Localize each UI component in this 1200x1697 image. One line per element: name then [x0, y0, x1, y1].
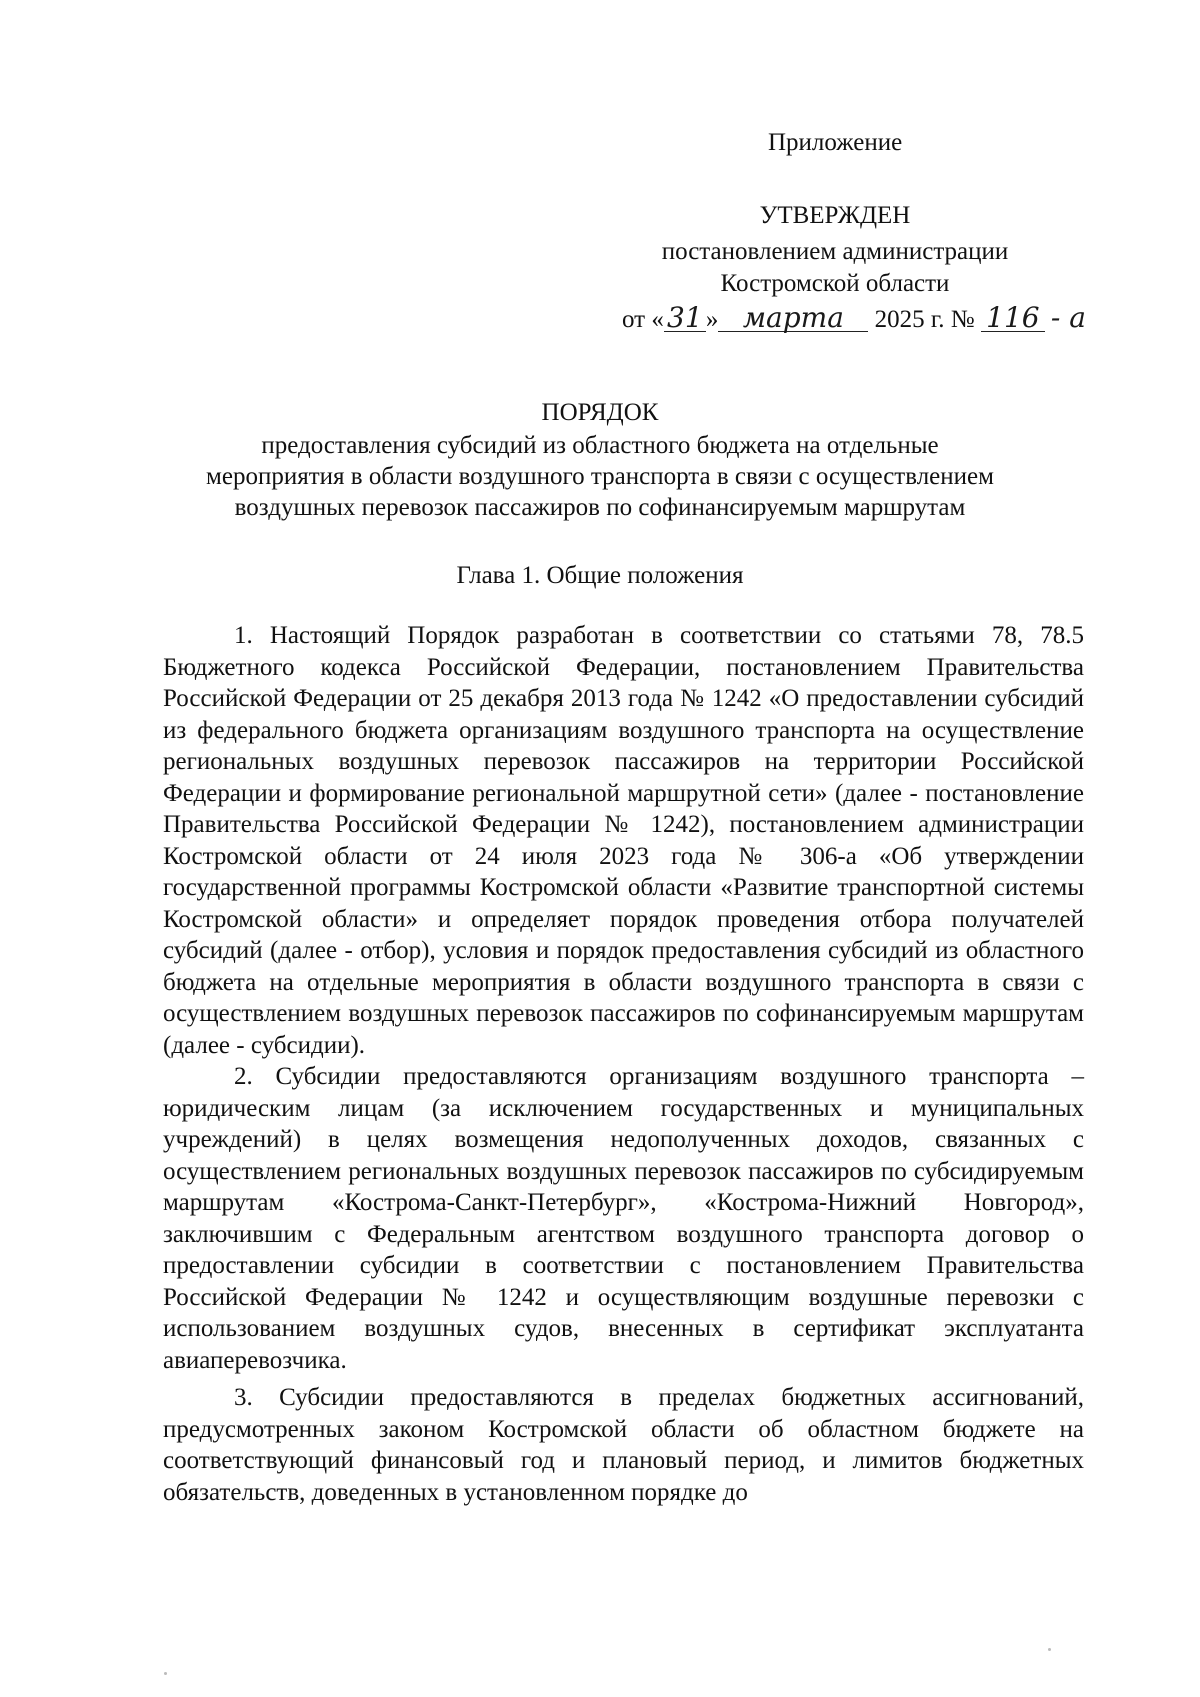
paragraph-3: 3. Субсидии предоставляются в пределах бюджетных ассигнований, предусмотренных законом Костромской области об областном бюджете на соответствующий финансовый год и плановый период, и лимитов бюджетных обязательств, доведенных в установленном порядке до	[163, 1384, 1084, 1506]
document-subtitle	[150, 430, 1050, 523]
chapter-heading: Глава 1. Общие положения	[456, 562, 744, 589]
subtitle-line-3: воздушных перевозок пассажиров по софинансируемым маршрутам	[234, 494, 966, 521]
handwritten-day: 31	[664, 305, 706, 332]
approval-block	[600, 200, 1070, 300]
document-title: ПОРЯДОК	[541, 399, 659, 426]
appendix-label: Приложение	[768, 129, 903, 156]
body-text	[163, 620, 1084, 1508]
approval-date-line	[622, 300, 1086, 338]
subtitle-line-1: предоставления субсидий из областного бюджета на отдельные	[261, 432, 939, 459]
scan-speck	[1048, 1648, 1051, 1651]
paragraph-2: 2. Субсидии предоставляются организациям воздушного транспорта – юридическим лицам (за исключением государственных и муниципальных учреждений) в целях возмещения недополученных доходов, связанных с осуществлением региональных воздушных перевозок пассажиров по субсидируемым маршрутам «Кострома-Санкт-Петербург», «Кострома-Нижний Новгород», заключившим с Федеральным агентством воздушного транспорта договор о предоставлении субсидии в соответствии с постановлением Правительства Российской Федерации № 1242 и осуществляющим воздушные перевозки с использованием воздушных судов, внесенных в сертификат эксплуатанта авиаперевозчика.	[163, 1063, 1084, 1374]
subtitle-line-2: мероприятия в области воздушного транспорта в связи с осуществлением	[206, 463, 994, 490]
scan-speck	[164, 1672, 167, 1675]
handwritten-month: марта	[718, 305, 868, 332]
approved-title: УТВЕРЖДЕН	[759, 202, 911, 229]
handwritten-order-number: 116	[981, 305, 1045, 332]
approved-line-2: Костромской области	[720, 270, 950, 297]
handwritten-order-suffix: - а	[1050, 301, 1086, 334]
date-year: 2025 г. №	[874, 306, 975, 333]
paragraph-1: 1. Настоящий Порядок разработан в соответствии со статьями 78, 78.5 Бюджетного кодекса Российской Федерации, постановлением Правительства Российской Федерации от 25 декабря 2013 года № 1242 «О предоставлении субсидий из федерального бюджета организациям воздушного транспорта на осуществление региональных воздушных перевозок пассажиров на территории Российской Федерации и формирование региональной маршрутной сети» (далее - постановление Правительства Российской Федерации № 1242), постановлением администрации Костромской области от 24 июля 2023 года № 306-а «Об утверждении государственной программы Костромской области «Развитие транспортной системы Костромской области» и определяет порядок проведения отбора получателей субсидий (далее - отбор), условия и порядок предоставления субсидий из областного бюджета на отдельные мероприятия в области воздушного транспорта в связи с осуществлением воздушных перевозок пассажиров по софинансируемым маршрутам (далее - субсидии).	[163, 622, 1084, 1059]
approved-line-1: постановлением администрации	[661, 238, 1009, 265]
date-mid: »	[705, 306, 719, 333]
date-prefix: от «	[622, 306, 664, 333]
